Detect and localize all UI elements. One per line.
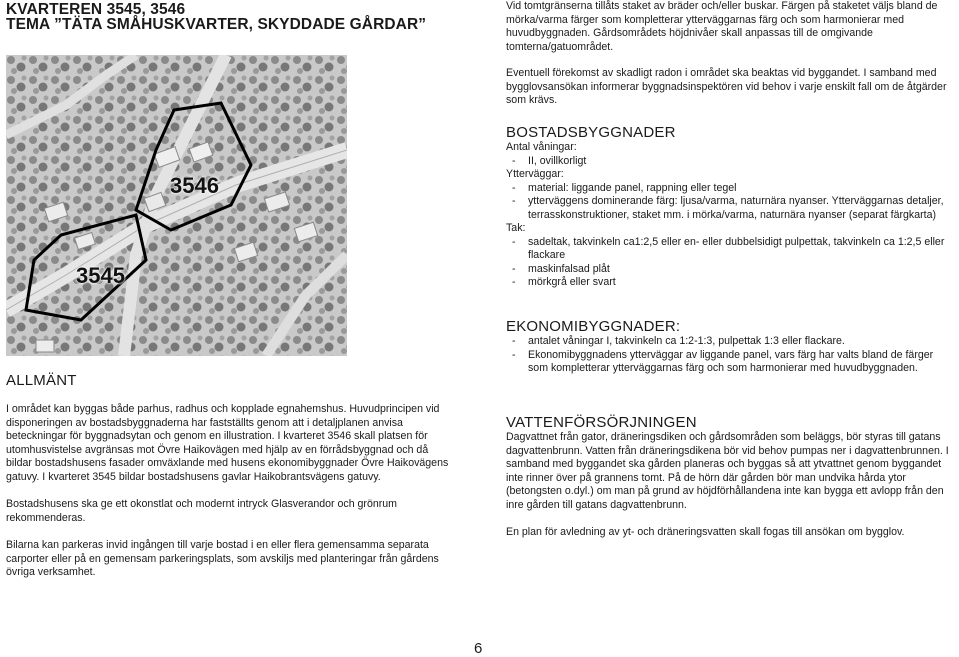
bostad-heading: BOSTADSBYGGNADER (506, 124, 676, 141)
page-title (6, 2, 426, 32)
vatten-section (506, 414, 954, 540)
walls-label: Ytterväggar: (506, 168, 564, 180)
bostad-section (506, 124, 954, 290)
vatten-heading: VATTENFÖRSÖRJNINGEN (506, 414, 697, 431)
vatten-paragraph-2: En plan för avledning av yt- och dräneringsvatten skall fogas till ansökan om bygglov. (506, 526, 905, 538)
allmant-paragraph-2: Bostadshusens ska ge ett okonstlat och modernt intryck Glasverandor och grönrum rekommenderas. (6, 498, 397, 524)
aerial-map (6, 55, 347, 356)
walls-item: - ytterväggens dominerande färg: ljusa/varma, naturnära nyanser. Ytterväggarnas detaljer, terrasskonstruktioner, staket mm. i mörka/varma, naturnära nyanser (separat färgkarta) (506, 195, 954, 222)
map-label-3545: 3545 (76, 263, 125, 288)
roof-item: - mörkgrå eller svart (506, 276, 954, 290)
intro-paragraph: Vid tomtgränserna tillåts staket av bräder och/eller buskar. Färgen på staketet väljs bland de mörka/varma färger som kompletterar ytterväggarnas färg och som harmonierar med huvudbyggnaden. Gårdsområdets höjdnivåer skall anpassas till de omgivande tomterna/gatuområdet. (506, 0, 938, 53)
title-line-1: KVARTEREN 3545, 3546 (6, 1, 186, 18)
roof-item: - sadeltak, takvinkeln ca1:2,5 eller en- eller dubbelsidigt pulpettak, takvinkeln ca 1:2,5 eller flackare (506, 236, 954, 263)
ekonomi-section (506, 318, 954, 376)
ekonomi-item: - antalet våningar I, takvinkeln ca 1:2-1:3, pulpettak 1:3 eller flackare. (506, 335, 954, 349)
vatten-paragraph-1: Dagvattnet från gator, dräneringsdiken och gårdsområden som beläggs, bör styras till gatans dagvattenbrunn. Vatten från dräneringsdikena bör vid behov pumpas ner i dagvattenbrunnen. I samband med byggandet ska gården planeras och byggas så att ytvattnet genom byggandet inte rinner över på grannens tomt. På de hörn där gården bör man undvika hårda ytor (betongsten o.dyl.) om man på grund av höjdförhållandena inte kan bygga ett avlopp från den inre gården till gatans dagvattenbrunn. (506, 431, 949, 511)
radon-paragraph: Eventuell förekomst av skadligt radon i området ska beaktas vid byggandet. I samband med bygglovsansökan informerar byggnadsinspektören vid behov i varje enskilt fall om de åtgärder som krävs. (506, 67, 947, 106)
page-number: 6 (474, 640, 483, 657)
allmant-paragraph-3: Bilarna kan parkeras invid ingången till varje bostad i en eller flera gemensamma separata carporter eller på en gemensam parkeringsplats, som avskiljs med planteringar från gårdens övriga verksamhet. (6, 539, 439, 578)
roof-label: Tak: (506, 222, 526, 234)
allmant-section (6, 372, 454, 580)
map-label-3546: 3546 (170, 173, 219, 198)
title-line-2: TEMA ”TÄTA SMÅHUSKVARTER, SKYDDADE GÅRDAR” (6, 16, 427, 33)
ekonomi-heading: EKONOMIBYGGNADER: (506, 318, 681, 335)
roof-item: - maskinfalsad plåt (506, 263, 954, 277)
aerial-photo (6, 55, 347, 356)
allmant-heading: ALLMÄNT (6, 372, 77, 389)
walls-item: - material: liggande panel, rappning eller tegel (506, 182, 954, 196)
allmant-paragraph-1: I området kan byggas både parhus, radhus och kopplade egnahemshus. Huvudprincipen vid disponeringen av bostadsbyggnaderna har fastställts genom att i detaljplanen anvisa beteckningar för byggnadsytan och genom en illustration. I kvarteret 3546 skall platsen för utomhusvistelse avgränsas mot Övre Haikovägen med hjälp av en förrådsbyggnad och då bildar bostadshusens fasader omväxlande med husens ekonomibyggnader Övre Haikovägens gatuvy. I kvarteret 3545 bildar bostadshusens gavlar Haikobrantsvägens gatuvy. (6, 403, 449, 483)
ekonomi-item: - Ekonomibyggnadens ytterväggar av liggande panel, vars färg har valts bland de färger som kompletterar ytterväggarnas färg och som harmonierar med huvudbyggnaden. (506, 349, 954, 376)
floors-label: Antal våningar: (506, 141, 577, 153)
floors-item: - II, ovillkorligt (506, 155, 954, 169)
